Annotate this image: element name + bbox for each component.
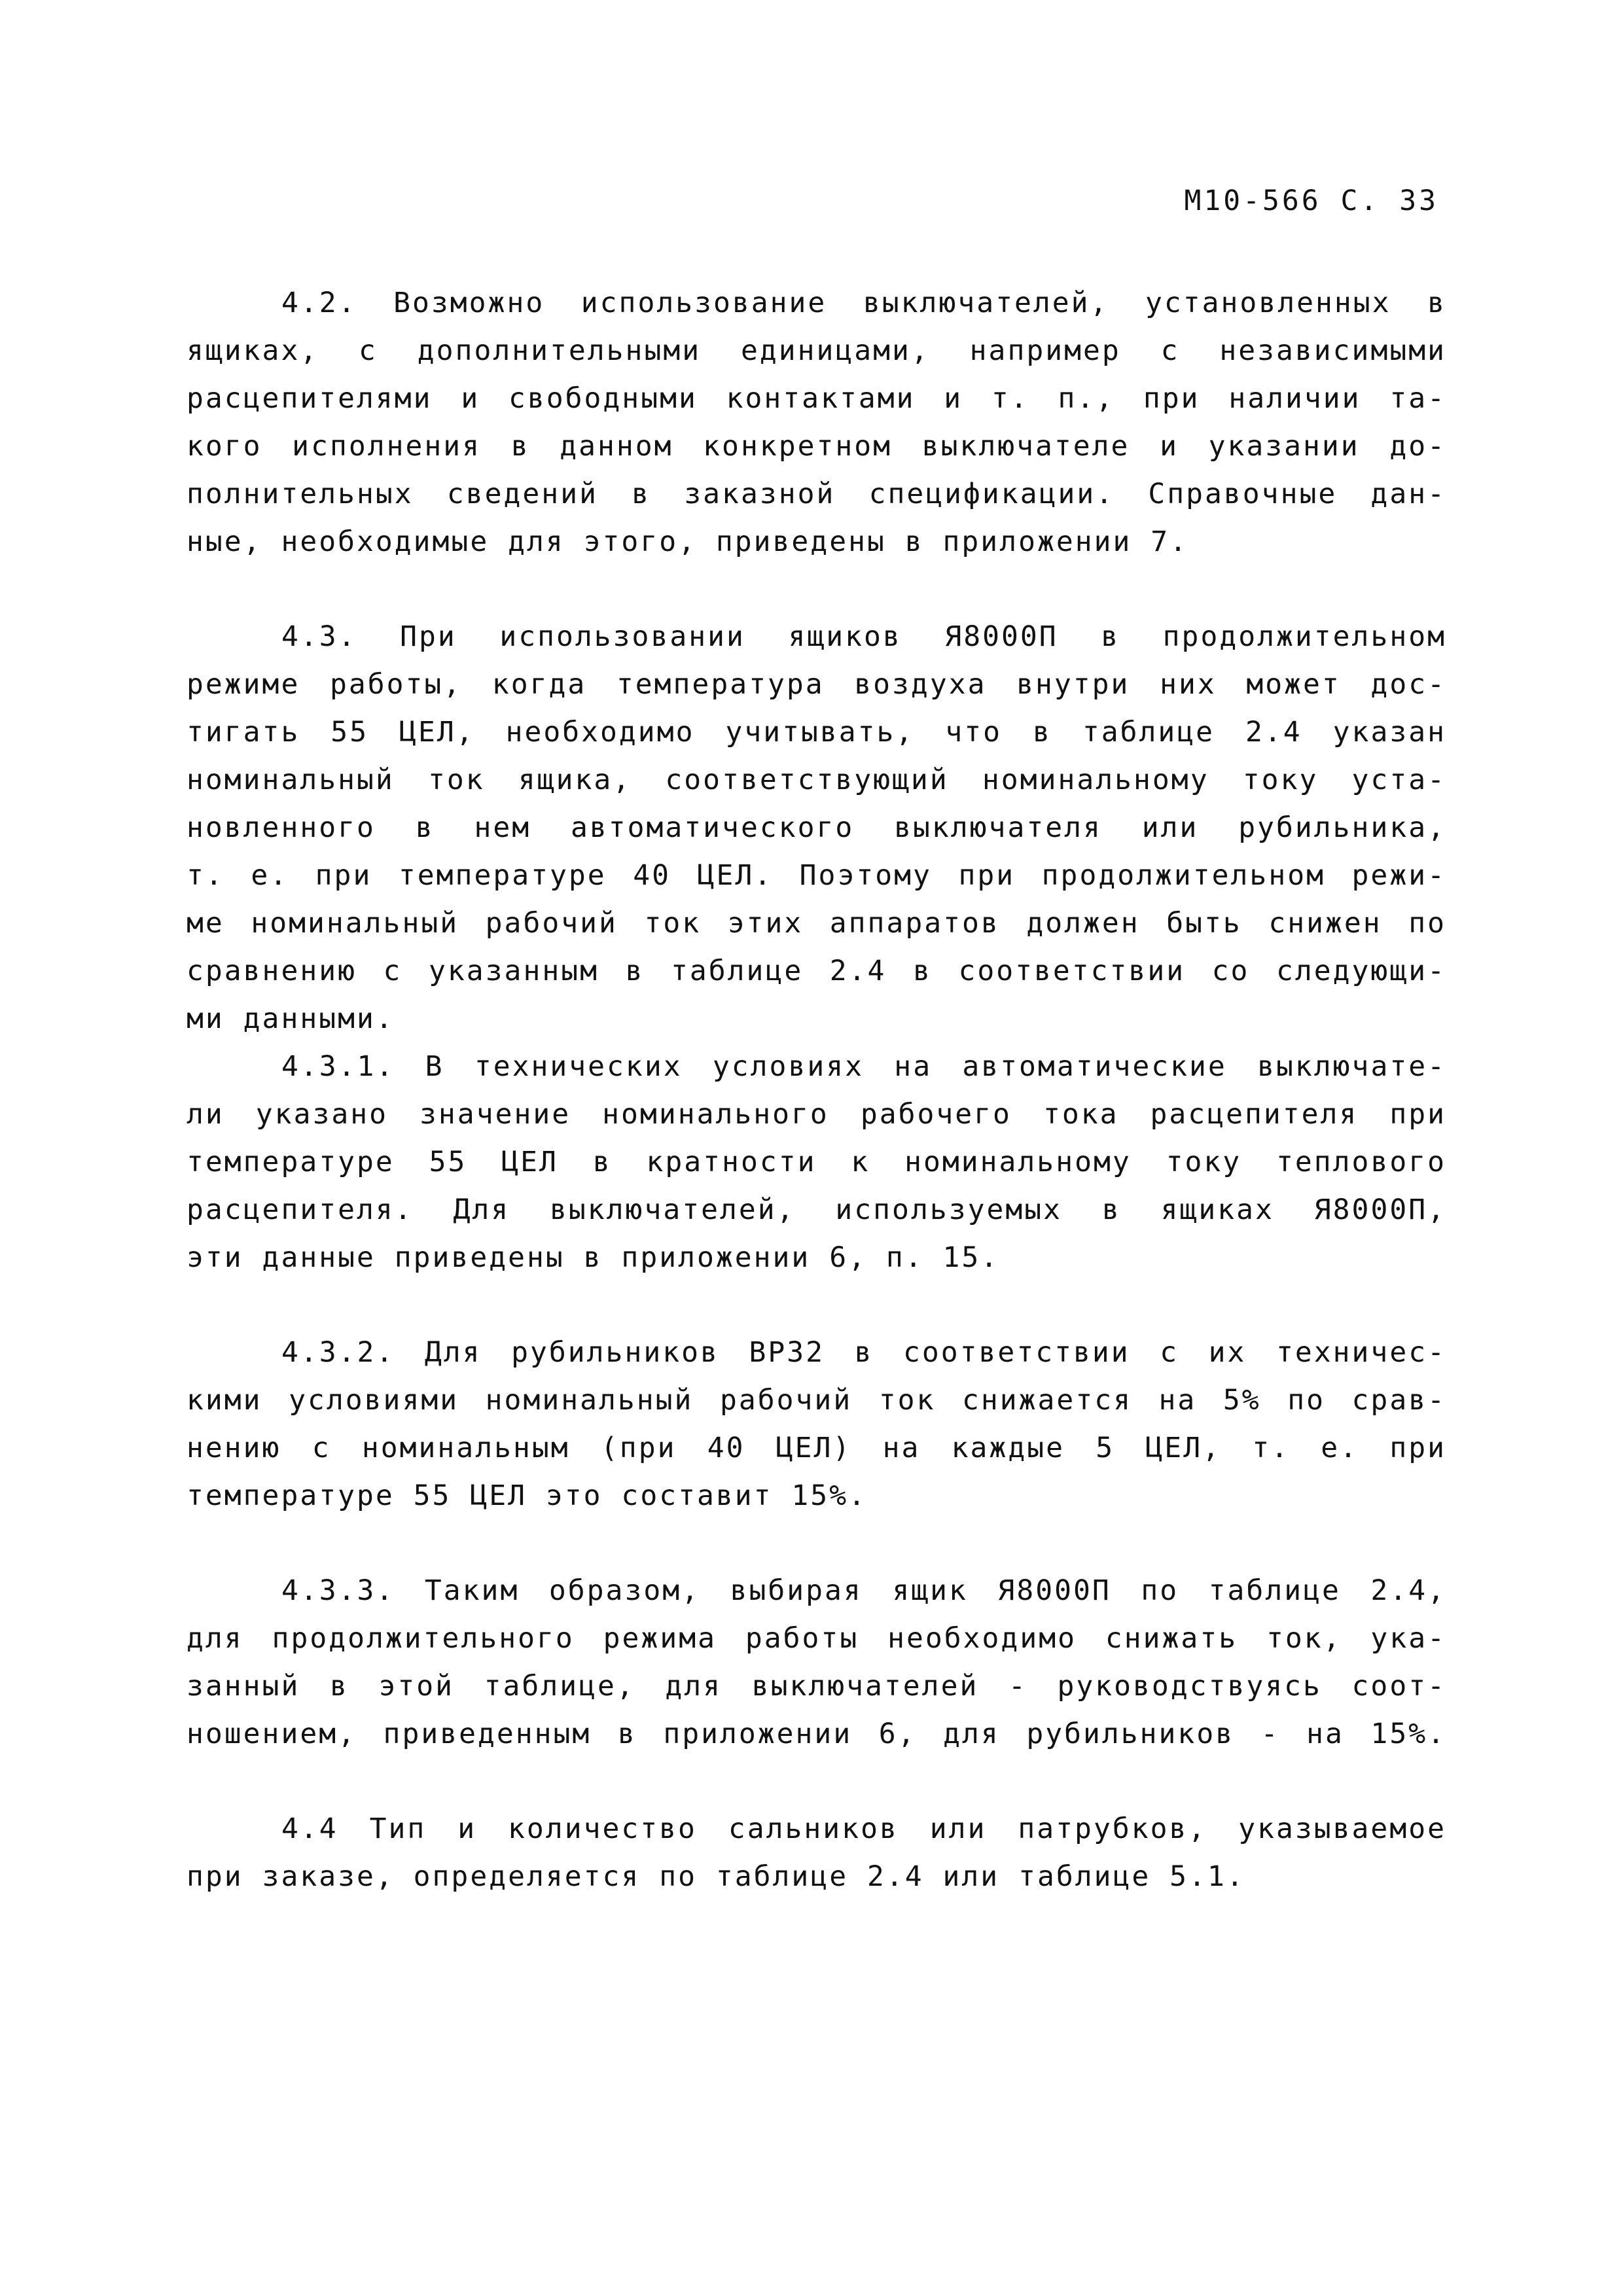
text-line: температуре 55 ЦЕЛ в кратности к номинальному току теплового: [187, 1146, 1446, 1178]
document-body: [187, 279, 1446, 1901]
text-line: нению с номинальным (при 40 ЦЕЛ) на каждые 5 ЦЕЛ, т. е. при: [187, 1432, 1446, 1464]
text-line: тигать 55 ЦЕЛ, необходимо учитывать, что в таблице 2.4 указан: [187, 716, 1446, 749]
text-line: занный в этой таблице, для выключателей - руководствуясь соот-: [187, 1670, 1446, 1703]
text-line: кого исполнения в данном конкретном выключателе и указании до-: [187, 430, 1446, 463]
text-line: при заказе, определяется по таблице 2.4 или таблице 5.1.: [187, 1860, 1245, 1893]
paragraph-4-3-2: [187, 1329, 1446, 1520]
text-line: ли указано значение номинального рабочего тока расцепителя при: [187, 1098, 1446, 1131]
paragraph-4-3-3: [187, 1567, 1446, 1758]
text-line: ношением, приведенным в приложении 6, для рубильников - на 15%.: [187, 1718, 1446, 1750]
text-line: ми данными.: [187, 1002, 395, 1035]
text-line: полнительных сведений в заказной спецификации. Справочные дан-: [187, 478, 1446, 510]
text-line: номинальный ток ящика, соответствующий номинальному току уста-: [187, 764, 1446, 796]
text-line: температуре 55 ЦЕЛ это составит 15%.: [187, 1479, 867, 1512]
text-line: т. е. при температуре 40 ЦЕЛ. Поэтому при продолжительном режи-: [187, 859, 1446, 892]
text-line: ящиках, с дополнительными единицами, например с независимыми: [187, 334, 1446, 367]
text-line: расцепителями и свободными контактами и т. п., при наличии та-: [187, 382, 1446, 415]
text-line: 4.2. Возможно использование выключателей, установленных в: [281, 287, 1446, 319]
text-line: 4.3.1. В технических условиях на автоматические выключате-: [281, 1050, 1446, 1083]
text-line: кими условиями номинальный рабочий ток снижается на 5% по срав-: [187, 1384, 1446, 1417]
text-line: для продолжительного режима работы необходимо снижать ток, ука-: [187, 1622, 1446, 1655]
paragraph-4-2: [187, 279, 1446, 566]
paragraph-4-3-1: [187, 1043, 1446, 1282]
paragraph-4-4: [187, 1805, 1446, 1901]
text-line: ные, необходимые для этого, приведены в приложении 7.: [187, 525, 1189, 558]
text-line: 4.3. При использовании ящиков Я8000П в продолжительном: [281, 620, 1446, 653]
text-line: режиме работы, когда температура воздуха внутри них может дос-: [187, 668, 1446, 701]
text-line: 4.3.3. Таким образом, выбирая ящик Я8000П по таблице 2.4,: [281, 1574, 1446, 1607]
text-line: расцепителя. Для выключателей, используемых в ящиках Я8000П,: [187, 1193, 1446, 1226]
text-line: 4.3.2. Для рубильников ВР32 в соответствии с их техничес-: [281, 1336, 1446, 1369]
page-reference: М10-566 С. 33: [1184, 185, 1438, 217]
text-line: 4.4 Тип и количество сальников или патрубков, указываемое: [281, 1812, 1446, 1845]
text-line: новленного в нем автоматического выключателя или рубильника,: [187, 811, 1446, 844]
text-line: эти данные приведены в приложении 6, п. 15.: [187, 1241, 1000, 1274]
text-line: сравнению с указанным в таблице 2.4 в соответствии со следующи-: [187, 955, 1446, 987]
paragraph-4-3: [187, 613, 1446, 1043]
text-line: ме номинальный рабочий ток этих аппаратов должен быть снижен по: [187, 907, 1446, 940]
